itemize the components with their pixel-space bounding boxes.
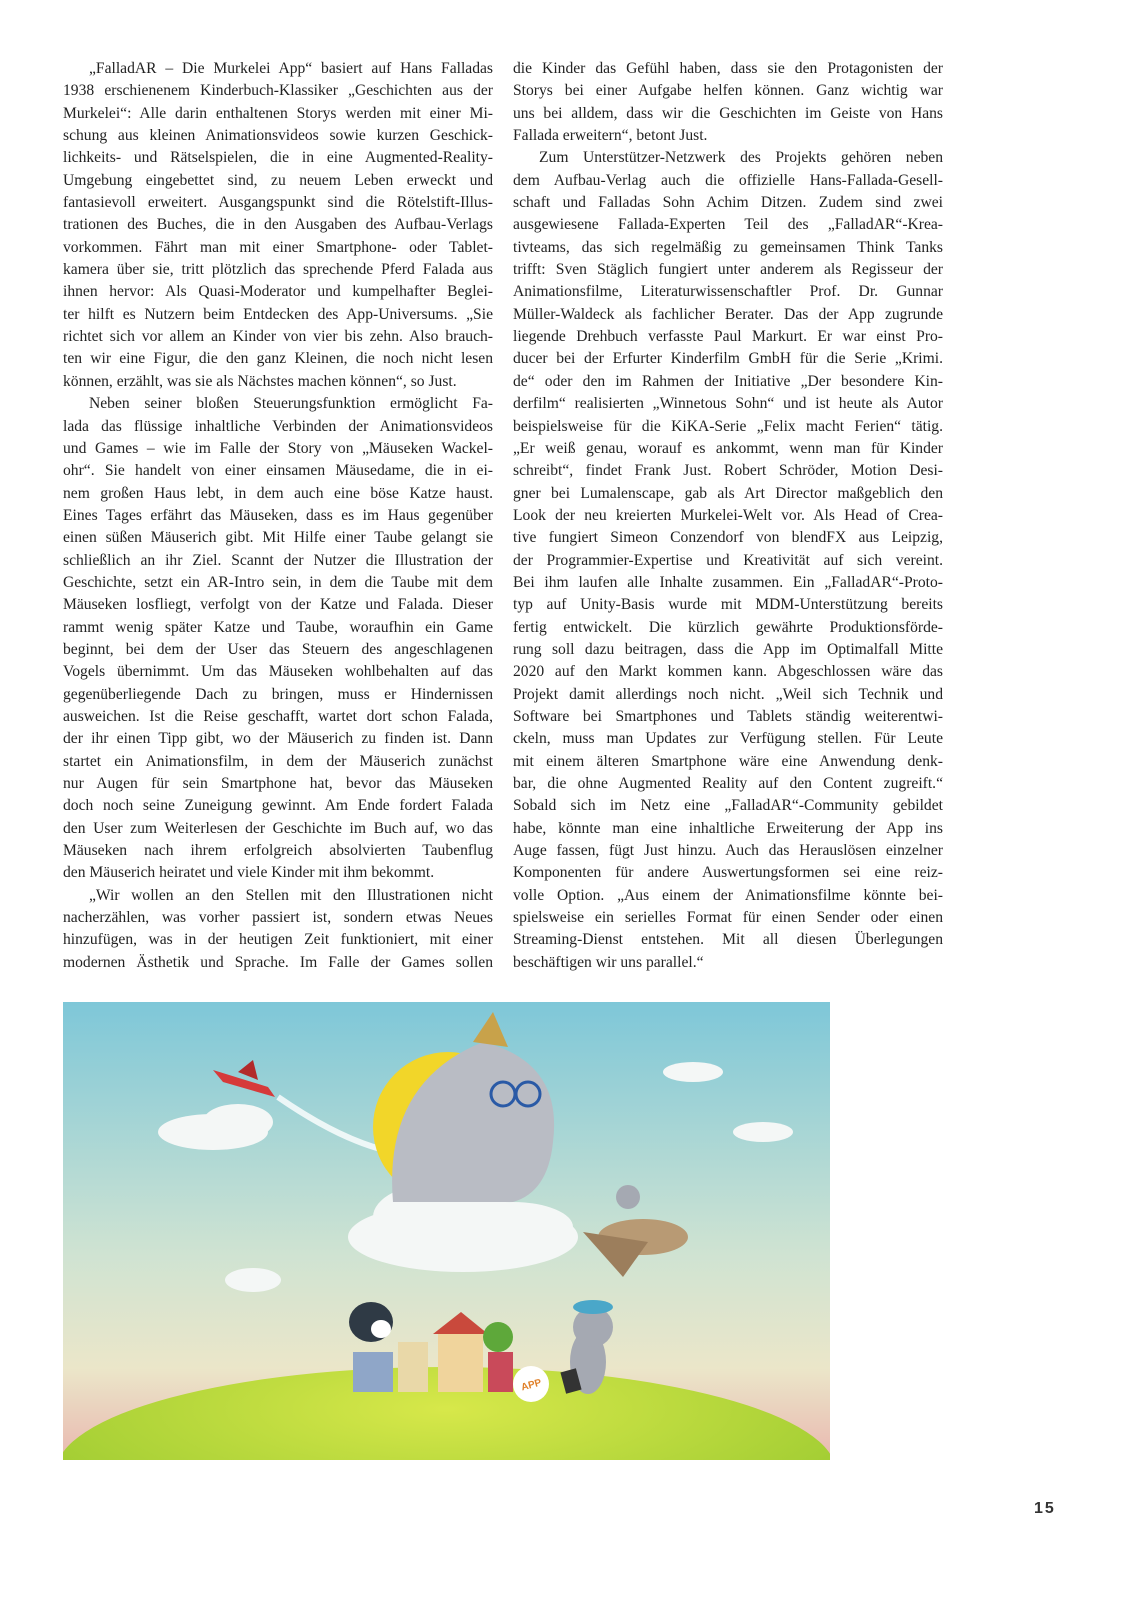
text-line: spielsweise ein serielles Format für einen Sender oder einen	[513, 909, 943, 927]
text-line: trifft: Sven Stäglich fungiert unter anderem als Regisseur der	[513, 261, 943, 279]
page-number: 15	[1034, 1500, 1056, 1517]
text-line: Müller-Waldeck als fachlicher Berater. Das der App zugrunde	[513, 305, 943, 323]
text-line: „Wir wollen an den Stellen mit den Illustrationen nicht	[89, 886, 493, 904]
paragraph	[513, 58, 943, 147]
text-line: nem großen Haus lebt, in dem auch eine böse Katze haust.	[63, 484, 493, 502]
text-column-right	[513, 58, 943, 974]
text-line: beginnt, bei dem der User das Steuern des angeschlagenen	[63, 640, 493, 658]
text-line: typ auf Unity-Basis wurde mit MDM-Unterstützung bereits	[513, 596, 943, 614]
text-line: kamera über sie, tritt plötzlich das sprechende Pferd Falada aus	[63, 261, 493, 279]
text-line: den User zum Weiterlesen der Geschichte im Buch auf, wo das	[63, 819, 493, 837]
text-line: Neben seiner bloßen Steuerungsfunktion ermöglicht Fa-	[89, 395, 493, 413]
text-line: gner bei Lumalenscape, gab als Art Director maßgeblich den	[513, 484, 943, 502]
text-line: doch noch seine Zuneigung gewinnt. Am Ende fordert Falada	[63, 797, 493, 815]
paragraph	[63, 393, 493, 885]
text-line: vorkommen. Fährt man mit einer Smartphone- oder Tablet-	[63, 238, 493, 256]
text-line: Eines Tages erfährt das Mäuseken, dass es im Haus gegenüber	[63, 506, 493, 524]
text-line: tive fungiert Simeon Conzendorf von blendFX aus Leipzig,	[513, 529, 943, 547]
text-line: Look der neu kreierten Murkelei-Welt vor. Als Head of Crea-	[513, 506, 943, 524]
text-line: Geschichte, setzt ein AR-Intro sein, in dem die Taube mit dem	[63, 573, 493, 591]
text-line: de“ oder den im Rahmen der Initiative „Der besondere Kin-	[513, 372, 943, 390]
text-line: Software bei Smartphones und Tablets ständig weiterentwi-	[513, 707, 943, 725]
text-line: Murkelei“: Alle darin enthaltenen Storys werden mit einer Mi-	[63, 104, 493, 122]
text-line: der Programmier-Expertise und Kreativität auf sich vereint.	[513, 551, 943, 569]
text-line: können, erzählt, was sie als Nächstes machen können“, so Just.	[63, 372, 457, 390]
text-line: fantasievoll erweitert. Ausgangspunkt sind die Rötelstift-Illus-	[63, 194, 493, 212]
text-line: schreibt“, findet Frank Just. Robert Schröder, Motion Desi-	[513, 462, 943, 480]
text-line: die Kinder das Gefühl haben, dass sie den Protagonisten der	[513, 60, 943, 77]
text-line: habe, könnte man eine inhaltliche Erweiterung der App ins	[513, 819, 943, 837]
text-line: bar, die ohne Augmented Reality auf den Content zugreift.“	[513, 775, 943, 792]
text-line: beispielsweise für die KiKA-Serie „Felix macht Ferien“ tätig.	[513, 417, 943, 435]
text-line: „FalladAR – Die Murkelei App“ basiert auf Hans Falladas	[89, 60, 493, 77]
text-line: beschäftigen wir uns parallel.“	[513, 953, 704, 971]
text-line: Animationsfilme, Literaturwissenschaftler Prof. Dr. Gunnar	[513, 283, 943, 301]
text-line: 2020 auf den Markt kommen kann. Abgeschlossen wäre das	[513, 663, 943, 681]
text-line: richtet sich vor allem an Kinder von vier bis zehn. Also brauch-	[63, 328, 493, 346]
text-line: ihnen hervor: Als Quasi-Moderator und kumpelhafter Beglei-	[63, 283, 493, 301]
text-line: modernen Ästhetik und Sprache. Im Falle der Games sollen	[63, 953, 493, 971]
text-line: hinzufügen, was in der heutigen Zeit funktioniert, mit einer	[63, 931, 493, 949]
text-line: ohr“. Sie handelt von einer einsamen Mäusedame, die in ei-	[63, 462, 493, 480]
text-line: nacherzählen, was vorher passiert ist, sondern etwas Neues	[63, 909, 493, 927]
text-line: Mäuseken nach ihrem erfolgreich absolvierten Taubenflug	[63, 842, 493, 860]
text-line: rung soll dazu beitragen, dass die App im Optimalfall Mitte	[513, 640, 943, 658]
text-line: ducer bei der Erfurter Kinderfilm GmbH für die Serie „Krimi.	[513, 350, 943, 368]
text-line: Zum Unterstützer-Netzwerk des Projekts gehören neben	[539, 149, 943, 167]
text-line: Sobald sich im Netz eine „FalladAR“-Community gebildet	[513, 797, 943, 815]
text-column-left	[63, 58, 493, 974]
text-line: ter hilft es Nutzern beim Entdecken des App-Universums. „Sie	[63, 305, 493, 323]
text-line: einen süßen Mäuserich gibt. Mit Hilfe einer Taube gelangt sie	[63, 529, 493, 547]
text-line: mit einem älteren Smartphone wäre eine Anwendung denk-	[513, 752, 943, 770]
text-line: ten wir eine Figur, die den ganz Kleinen, die noch nicht lesen	[63, 350, 493, 368]
app-badge	[513, 1366, 549, 1402]
text-line: dem Aufbau-Verlag auch die offizielle Hans-Fallada-Gesell-	[513, 171, 943, 189]
text-line: Mäuseken losfliegt, verfolgt von der Katze und Falada. Dieser	[63, 596, 493, 614]
text-line: liegende Drehbuch verfasste Paul Markurt. Er war einst Pro-	[513, 328, 943, 346]
text-line: Storys bei einer Aufgabe helfen können. Ganz wichtig war	[513, 82, 943, 100]
paragraph	[513, 147, 943, 974]
text-line: derfilm“ realisierten „Winnetous Sohn“ und ist heute als Autor	[513, 395, 943, 413]
text-line: Bei ihm laufen alle Inhalte zusammen. Ein „FalladAR“-Proto-	[513, 573, 943, 591]
text-line: Auge fassen, fügt Just hinzu. Auch das Herauslösen einzelner	[513, 842, 943, 860]
text-line: lichkeits- und Rätselspielen, die in eine Augmented-Reality-	[63, 149, 493, 167]
text-line: schließlich an ihr Ziel. Scannt der Nutzer die Illustration der	[63, 551, 493, 569]
text-line: tivteams, das sich regelmäßig zu gemeinsamen Think Tanks	[513, 238, 943, 256]
text-line: gegenüberliegende Dach zu bringen, muss er Hindernissen	[63, 685, 493, 703]
text-line: startet ein Animationsfilm, in dem der Mäuserich zunächst	[63, 752, 493, 770]
text-line: rammt wenig später Katze und Taube, woraufhin ein Game	[63, 618, 493, 636]
text-line: schaft und Falladas Sohn Achim Ditzen. Zudem sind zwei	[513, 194, 943, 212]
app-badge-text: APP	[520, 1377, 543, 1394]
text-line: Streaming-Dienst entstehen. Mit all diesen Überlegungen	[513, 931, 943, 949]
article-illustration	[63, 1002, 830, 1460]
text-line: Fallada erweitern“, betont Just.	[513, 127, 708, 145]
text-line: und Games – wie im Falle der Story von „Mäuseken Wackel-	[63, 439, 493, 457]
text-line: den Mäuserich heiratet und viele Kinder mit ihm bekommt.	[63, 864, 435, 882]
text-line: „Er weiß genau, worauf es ankommt, wenn man für Kinder	[513, 439, 943, 457]
text-line: schung aus kleinen Animationsvideos sowie kurzen Geschick-	[63, 127, 493, 145]
paragraph	[63, 885, 493, 974]
text-line: Umgebung eingebettet sind, zu neuem Leben erweckt und	[63, 171, 493, 189]
paragraph	[63, 58, 493, 393]
text-line: Komponenten für andere Auswertungsformen sei eine reiz-	[513, 864, 943, 882]
cat	[349, 1302, 393, 1342]
text-line: ausweichen. Ist die Reise geschafft, wartet dort schon Falada,	[63, 707, 493, 725]
text-line: nur Augen für sein Smartphone hat, bevor das Mäuseken	[63, 775, 493, 792]
text-line: uns bei alldem, dass wir die Geschichten im Geiste von Hans	[513, 104, 943, 122]
text-line: 1938 erschienenem Kinderbuch-Klassiker „Geschichten aus der	[63, 82, 493, 100]
text-line: ausgewiesene Fallada-Experten Teil des „FalladAR“-Krea-	[513, 216, 943, 234]
text-line: trationen des Buches, die in den Ausgaben des Aufbau-Verlags	[63, 216, 493, 234]
text-line: der ihr einen Tipp gibt, wo der Mäuserich zu finden ist. Dann	[63, 730, 493, 748]
text-line: ckeln, muss man Updates zur Verfügung stellen. Für Leute	[513, 730, 943, 748]
text-line: Projekt damit allerdings noch nicht. „Weil sich Technik und	[513, 685, 943, 703]
text-line: volle Option. „Aus einem der Animationsfilme könnte bei-	[513, 886, 943, 904]
text-line: fertig entwickelt. Die kürzlich gewährte Produktionsförde-	[513, 618, 943, 636]
text-line: Vogels übernimmt. Um das Mäuseken wohlbehalten auf das	[63, 663, 493, 681]
text-line: lada das flüssige inhaltliche Verbinden der Animationsvideos	[63, 417, 493, 435]
